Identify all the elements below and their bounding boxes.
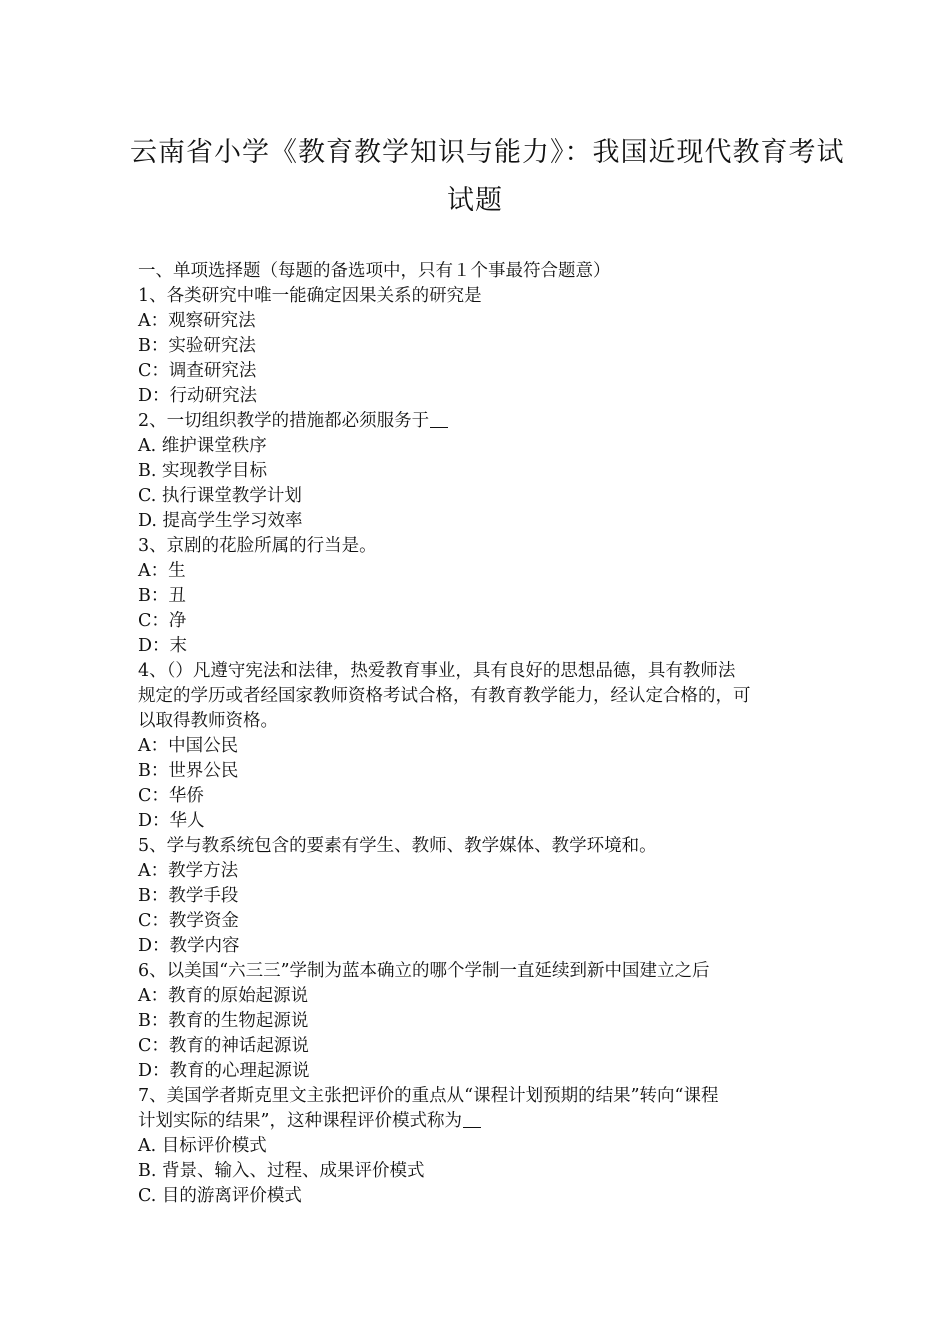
line-text: A：教学方法 (138, 861, 239, 881)
section-heading: 一、单项选择题（每题的备选项中，只有１个事最符合题意） (138, 261, 611, 281)
text-line (138, 1134, 818, 1159)
line-text: D：行动研究法 (138, 386, 258, 406)
line-text: B：实验研究法 (138, 336, 256, 356)
document-body (138, 259, 818, 1209)
line-text: 4、（）凡遵守宪法和法律，热爱教育事业，具有良好的思想品德，具有教师法 (138, 661, 736, 681)
text-line (138, 784, 818, 809)
answer-blank (463, 1111, 481, 1128)
text-line (138, 409, 818, 434)
line-text: A：教育的原始起源说 (138, 986, 309, 1006)
text-line (138, 284, 818, 309)
line-text: B. 背景、输入、过程、成果评价模式 (138, 1161, 425, 1181)
text-line (138, 1109, 818, 1134)
line-text: B：世界公民 (138, 761, 239, 781)
text-line (138, 1084, 818, 1109)
text-line (138, 884, 818, 909)
text-line (138, 309, 818, 334)
answer-blank (430, 411, 448, 428)
text-line (138, 509, 818, 534)
text-line (138, 759, 818, 784)
line-text: 5、学与教系统包含的要素有学生、教师、教学媒体、教学环境和。 (138, 836, 657, 856)
text-line (138, 459, 818, 484)
line-text: A. 目标评价模式 (138, 1136, 267, 1156)
text-line (138, 734, 818, 759)
line-text: D：末 (138, 636, 188, 656)
line-text: A. 维护课堂秩序 (138, 436, 267, 456)
text-line (138, 334, 818, 359)
text-line (138, 1009, 818, 1034)
text-line (138, 609, 818, 634)
line-text: A：中国公民 (138, 736, 239, 756)
line-text: 7、美国学者斯克里文主张把评价的重点从“课程计划预期的结果”转向“课程 (138, 1086, 719, 1106)
line-text: D：教学内容 (138, 936, 240, 956)
line-text: C：调查研究法 (138, 361, 257, 381)
text-line (138, 684, 818, 709)
line-text: C：华侨 (138, 786, 204, 806)
line-text: 2、一切组织教学的措施都必须服务于 (138, 411, 430, 431)
text-line (138, 809, 818, 834)
text-line (138, 359, 818, 384)
line-text: 计划实际的结果”，这种课程评价模式称为 (138, 1111, 462, 1131)
text-line (138, 634, 818, 659)
text-line (138, 559, 818, 584)
text-line (138, 1184, 818, 1209)
document-title-line-2: 试题 (447, 185, 503, 216)
text-line (138, 659, 818, 684)
line-text: B：丑 (138, 586, 186, 606)
line-text: B. 实现教学目标 (138, 461, 267, 481)
line-text: 6、以美国“六三三”学制为蓝本确立的哪个学制一直延续到新中国建立之后 (138, 961, 710, 981)
text-line (138, 984, 818, 1009)
text-line (138, 959, 818, 984)
line-text: C. 目的游离评价模式 (138, 1186, 302, 1206)
line-text: A：生 (138, 561, 186, 581)
line-text: 1、各类研究中唯一能确定因果关系的研究是 (138, 286, 482, 306)
text-line (138, 534, 818, 559)
document-title-line-1: 云南省小学《教育教学知识与能力》：我国近现代教育考试 (130, 137, 845, 168)
line-text: A：观察研究法 (138, 311, 256, 331)
text-line (138, 909, 818, 934)
line-text: B：教育的生物起源说 (138, 1011, 309, 1031)
text-line (138, 1034, 818, 1059)
line-text: 3、京剧的花脸所属的行当是。 (138, 536, 377, 556)
text-line (138, 1159, 818, 1184)
line-text: C. 执行课堂教学计划 (138, 486, 302, 506)
text-line (138, 859, 818, 884)
line-text: D. 提高学生学习效率 (138, 511, 303, 531)
text-line (138, 834, 818, 859)
line-text: C：教学资金 (138, 911, 239, 931)
line-text: 规定的学历或者经国家教师资格考试合格，有教育教学能力，经认定合格的，可 (138, 686, 751, 706)
text-line (138, 484, 818, 509)
line-text: C：教育的神话起源说 (138, 1036, 309, 1056)
line-text: C：净 (138, 611, 187, 631)
text-line (138, 709, 818, 734)
line-text: D：华人 (138, 811, 205, 831)
text-line (138, 1059, 818, 1084)
line-text: B：教学手段 (138, 886, 239, 906)
line-text: D：教育的心理起源说 (138, 1061, 310, 1081)
text-line (138, 384, 818, 409)
text-line (138, 934, 818, 959)
text-line (138, 434, 818, 459)
line-text: 以取得教师资格。 (138, 711, 278, 731)
text-line (138, 584, 818, 609)
